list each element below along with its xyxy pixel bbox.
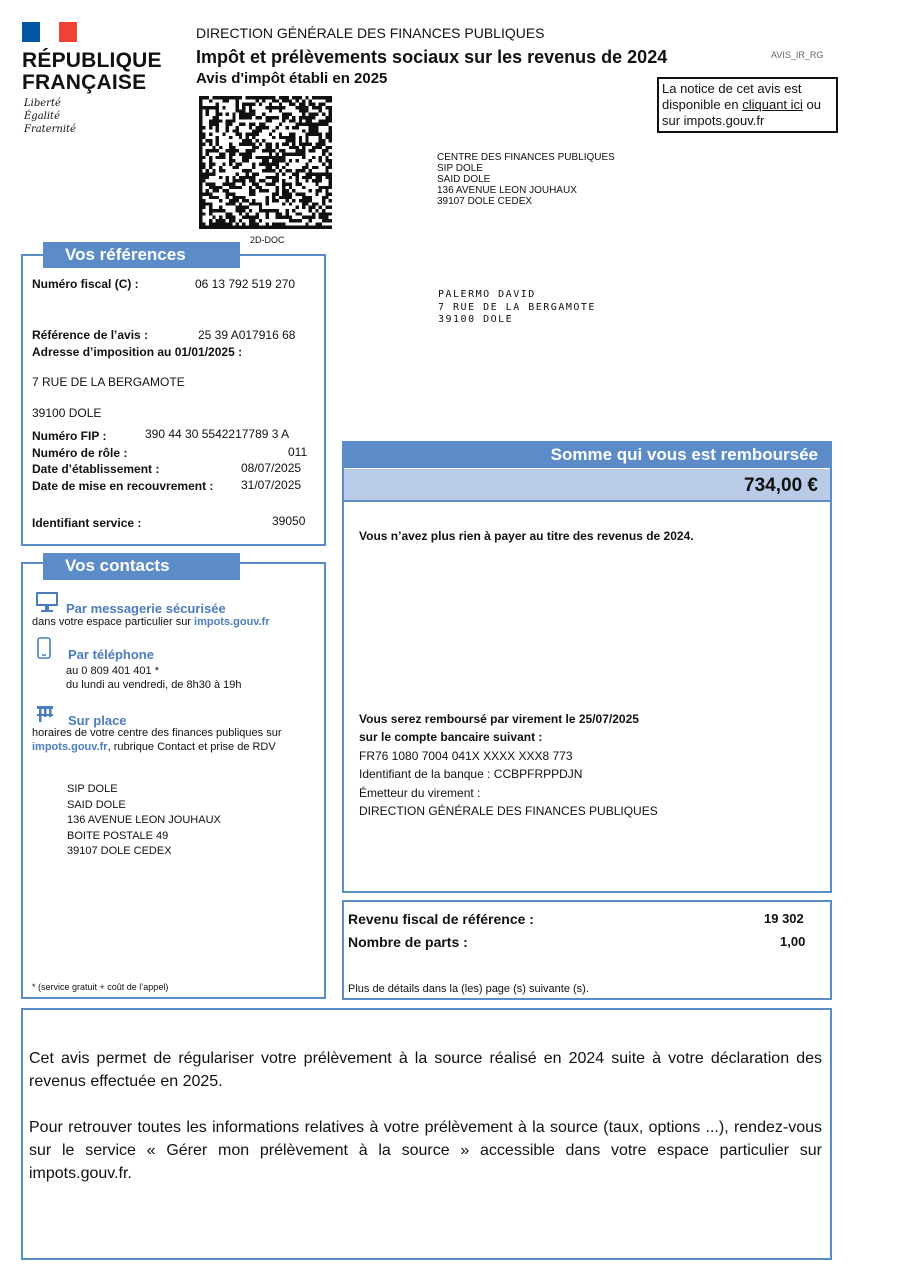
phone-footnote: * (service gratuit + coût de l’appel)	[32, 982, 169, 992]
collection-date-label: Date de mise en recouvrement :	[32, 479, 214, 493]
2d-doc-barcode	[199, 96, 332, 229]
phone-number: au 0 809 401 401 *	[66, 665, 159, 677]
document-code: AVIS_IR_RG	[771, 50, 824, 60]
dgfip-heading: DIRECTION GÉNÉRALE DES FINANCES PUBLIQUES	[196, 25, 545, 41]
parts-label: Nombre de parts :	[348, 934, 468, 950]
role-label: Numéro de rôle :	[32, 446, 128, 460]
issue-date-label: Date d’établissement :	[32, 462, 160, 476]
computer-icon	[34, 591, 60, 613]
office-address: SIP DOLE SAID DOLE 136 AVENUE LEON JOUHAUX BOITE POSTALE 49 39107 DOLE CEDEX	[67, 783, 221, 857]
notice-box: La notice de cet avis est disponible en cliquant ici ou sur impots.gouv.fr	[657, 77, 838, 133]
fiscal-number-value: 06 13 792 519 270	[195, 277, 296, 291]
refund-panel	[342, 441, 832, 893]
contacts-title: Vos contacts	[43, 553, 240, 580]
iban-value: FR76 1080 7004 041X XXXX XXX8 773	[359, 749, 573, 763]
bank-account-label: sur le compte bancaire suivant :	[359, 730, 543, 744]
tax-address-line2: 39100 DOLE	[32, 406, 102, 420]
refund-title: Somme qui vous est remboursée	[344, 443, 830, 468]
references-panel	[21, 254, 326, 546]
phone-icon	[37, 637, 51, 659]
info-paragraph-1: Cet avis permet de régulariser votre prélèvement à la source réalisé en 2024 suite à votre déclaration des revenus effectuée en 2025.	[29, 1050, 822, 1090]
tax-address-label: Adresse d’imposition au 01/01/2025 :	[32, 345, 243, 359]
republic-motto: Liberté Égalité Fraternité	[24, 98, 76, 135]
rfr-label: Revenu fiscal de référence :	[348, 911, 534, 927]
page-subtitle: Avis d'impôt établi en 2025	[196, 70, 388, 87]
phone-title: Par téléphone	[68, 647, 154, 662]
bank-id: Identifiant de la banque : CCBPFRPPDJN	[359, 767, 583, 781]
secure-messaging-title: Par messagerie sécurisée	[66, 601, 226, 616]
fiscal-number-label: Numéro fiscal (C) :	[32, 277, 139, 291]
barcode-label: 2D-DOC	[250, 235, 285, 245]
republique-flag	[22, 22, 77, 42]
impots-link[interactable]: impots.gouv.fr	[194, 616, 270, 628]
issuer-value: DIRECTION GÉNÉRALE DES FINANCES PUBLIQUES	[359, 804, 658, 818]
notice-link[interactable]: cliquant ici	[742, 97, 803, 112]
collection-date-value: 31/07/2025	[241, 478, 302, 492]
role-value: 011	[288, 445, 308, 459]
info-paragraph-2: Pour retrouver toutes les informations relatives à votre prélèvement à la source (taux, options ...), rendez-vous sur le service « Gérer mon prélèvement à la source » accessible dans votre espace particulier sur impots.gouv.fr.	[29, 1119, 822, 1182]
references-title: Vos références	[43, 242, 240, 268]
refund-amount: 734,00 €	[344, 469, 830, 502]
nothing-to-pay-text: Vous n’avez plus rien à payer au titre des revenus de 2024.	[359, 529, 694, 543]
transfer-date-text: Vous serez remboursé par virement le 25/07/2025	[359, 712, 639, 726]
secure-messaging-text: dans votre espace particulier sur impots.gouv.fr	[32, 616, 270, 628]
rfr-value: 19 302	[764, 911, 804, 926]
phone-hours: du lundi au vendredi, de 8h30 à 19h	[66, 679, 242, 691]
impots-link-2[interactable]: impots.gouv.fr	[32, 741, 108, 753]
in-person-title: Sur place	[68, 713, 127, 728]
in-person-text2: impots.gouv.fr, rubrique Contact et prise de RDV	[32, 741, 276, 753]
fip-value: 390 44 30 5542217789 3 A	[145, 427, 290, 441]
tax-address-line1: 7 RUE DE LA BERGAMOTE	[32, 375, 185, 389]
office-icon	[35, 704, 55, 724]
sender-address: CENTRE DES FINANCES PUBLIQUES SIP DOLE SAID DOLE 136 AVENUE LEON JOUHAUX 39107 DOLE CEDEX	[437, 152, 615, 207]
issuer-label: Émetteur du virement :	[359, 786, 481, 800]
issue-date-value: 08/07/2025	[241, 461, 302, 475]
details-note: Plus de détails dans la (les) page (s) suivante (s).	[348, 983, 589, 995]
service-id-label: Identifiant service :	[32, 516, 142, 530]
recipient-address: PALERMO DAVID 7 RUE DE LA BERGAMOTE 39100 DOLE	[438, 289, 596, 325]
service-id-value: 39050	[272, 514, 306, 528]
parts-value: 1,00	[780, 934, 806, 949]
fip-label: Numéro FIP :	[32, 429, 107, 443]
notice-ref-value: 25 39 A017916 68	[198, 328, 296, 342]
page-title: Impôt et prélèvements sociaux sur les revenus de 2024	[196, 47, 668, 67]
republique-francaise-logo: RÉPUBLIQUE FRANÇAISE	[22, 49, 162, 94]
notice-ref-label: Référence de l’avis :	[32, 328, 149, 342]
in-person-text1: horaires de votre centre des finances publiques sur	[32, 727, 282, 739]
